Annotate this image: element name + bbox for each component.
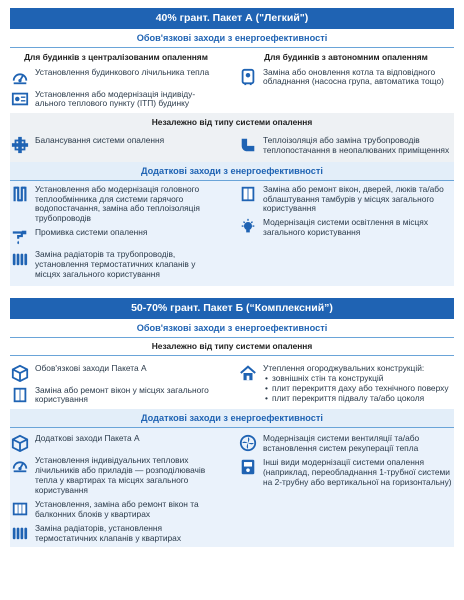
- list-item: [10, 364, 222, 382]
- list-item: [238, 136, 454, 156]
- package-b-mandatory-section: [10, 356, 454, 410]
- list-item: [10, 228, 222, 246]
- list-item: [238, 434, 454, 454]
- bullet-item: • зовнішніх стін та конструкцій: [263, 374, 454, 384]
- list-item-text: Промивка системи опалення: [35, 227, 148, 238]
- list-item: [10, 386, 222, 406]
- heat-substation-icon: [10, 90, 30, 108]
- list-item: [238, 185, 454, 215]
- independent-heading: Незалежно від типу системи опалення: [151, 117, 313, 128]
- house-insulation-icon: [238, 364, 258, 382]
- insulation-title: Утеплення огороджувальних конструкцій:: [263, 362, 425, 373]
- list-item: [10, 456, 222, 496]
- list-item-text: Установлення або модернізація головного теплообмінника для системи гарячого водопостачання, заміна або теплоізоляція трубопроводів: [35, 183, 200, 224]
- list-item: [238, 458, 454, 488]
- list-item: [10, 68, 222, 86]
- heating-system-icon: [238, 458, 258, 476]
- autonomous-heating-column: [232, 53, 454, 113]
- list-item-text: Заміна радіаторів та трубопроводів, установлення термостатичних клапанів у місцях загального користування: [35, 249, 196, 280]
- package-b-banner: 50-70% грант. Пакет Б (“Комплексний”): [10, 298, 454, 319]
- radiator-icon: [10, 524, 30, 542]
- package-a-additional-header: Додаткові заходи з енергоефективності: [10, 162, 454, 181]
- bullet-item: • плит перекриття даху або технічного поверху: [263, 384, 454, 394]
- flushing-icon: [10, 228, 30, 246]
- package-a-independent-section: [10, 113, 454, 161]
- list-item-text: Установлення або модернізація індивіду-ального теплового пункту (ІТП) будинку: [35, 88, 196, 109]
- balcony-window-icon: [10, 500, 30, 518]
- heat-meter-icon: [10, 68, 30, 86]
- pipe-insulation-icon: [238, 136, 258, 154]
- list-item-text: Додаткові заходи Пакета А: [35, 433, 140, 444]
- package-a-banner: 40% грант. Пакет А ("Легкий"): [10, 8, 454, 29]
- central-heating-heading: Для будинків з централізованим опаленням: [24, 51, 208, 62]
- list-item: [238, 364, 454, 405]
- radiator-icon: [10, 250, 30, 268]
- package-box-icon: [10, 364, 30, 382]
- package-a-mandatory-header: Обов'язкові заходи з енергоефективності: [10, 29, 454, 48]
- window-icon: [238, 185, 258, 203]
- list-item-text: Балансування системи опалення: [35, 134, 165, 145]
- window-icon: [10, 386, 30, 404]
- boiler-icon: [238, 68, 258, 86]
- bullet-item: • плит перекриття підвалу та/або цоколя: [263, 394, 454, 404]
- package-box-icon: [10, 434, 30, 452]
- list-item: [10, 90, 222, 110]
- list-item-text: Модернізація системи вентиляції та/або встановлення систем рекуперації тепла: [263, 433, 420, 454]
- list-item-text: Теплоізоляція або заміна трубопроводів теплопостачання в неопалюваних приміщеннях: [263, 134, 450, 155]
- pipe-balancing-icon: [10, 136, 30, 154]
- insulation-block: [263, 364, 454, 405]
- list-item: [238, 68, 454, 88]
- list-item-text: Заміна або ремонт вікон, дверей, люків та/або облаштування тамбурів у місцях загального користування: [263, 183, 444, 214]
- list-item-text: Заміна радіаторів, установлення термостатичних клапанів у квартирах: [35, 522, 182, 543]
- insulation-bullets: [263, 374, 454, 404]
- central-heating-column: [10, 53, 232, 113]
- list-item-text: Інші види модернізації системи опалення (наприклад, переобладнання 1-трубної системи на 2-трубну або вертикальної на горизонтальну): [263, 457, 452, 487]
- heat-meter-icon: [10, 456, 30, 474]
- ventilation-fan-icon: [238, 434, 258, 452]
- list-item-text: Заміна або оновлення котла та відповідного обладнання (насосна група, автоматика тощо): [263, 66, 444, 87]
- list-item: [10, 136, 222, 154]
- list-item: [10, 524, 222, 544]
- list-item-text: Установлення будинкового лічильника тепла: [35, 66, 210, 77]
- list-item-text: Модернізація системи освітлення в місцях загального користування: [263, 217, 429, 238]
- package-a-additional-section: [10, 181, 454, 286]
- package-b-independent-heading: Незалежно від типу системи опалення: [10, 338, 454, 356]
- list-item: [10, 500, 222, 520]
- package-b-additional-section: [10, 428, 454, 547]
- autonomous-heating-heading: Для будинків з автономним опаленням: [264, 51, 428, 62]
- package-b-additional-header: Додаткові заходи з енергоефективності: [10, 409, 454, 428]
- list-item-text: Заміна або ремонт вікон у місцях загального користування: [35, 384, 209, 405]
- package-b-mandatory-header: Обов'язкові заходи з енергоефективності: [10, 319, 454, 338]
- list-item-text: Установлення індивідуальних теплових лічильників або приладів — розподілювачів тепла у квартирах та місцях загального користування: [35, 455, 206, 495]
- package-a-heating-types: [10, 48, 454, 113]
- list-item: [10, 434, 222, 452]
- heat-exchanger-icon: [10, 185, 30, 203]
- lightbulb-icon: [238, 218, 258, 236]
- list-item: [10, 185, 222, 225]
- list-item: [238, 218, 454, 238]
- list-item-text: Обов'язкові заходи Пакета А: [35, 362, 147, 373]
- list-item-text: Установлення, заміна або ремонт вікон та балконних блоків у квартирах: [35, 498, 199, 519]
- list-item: [10, 250, 222, 280]
